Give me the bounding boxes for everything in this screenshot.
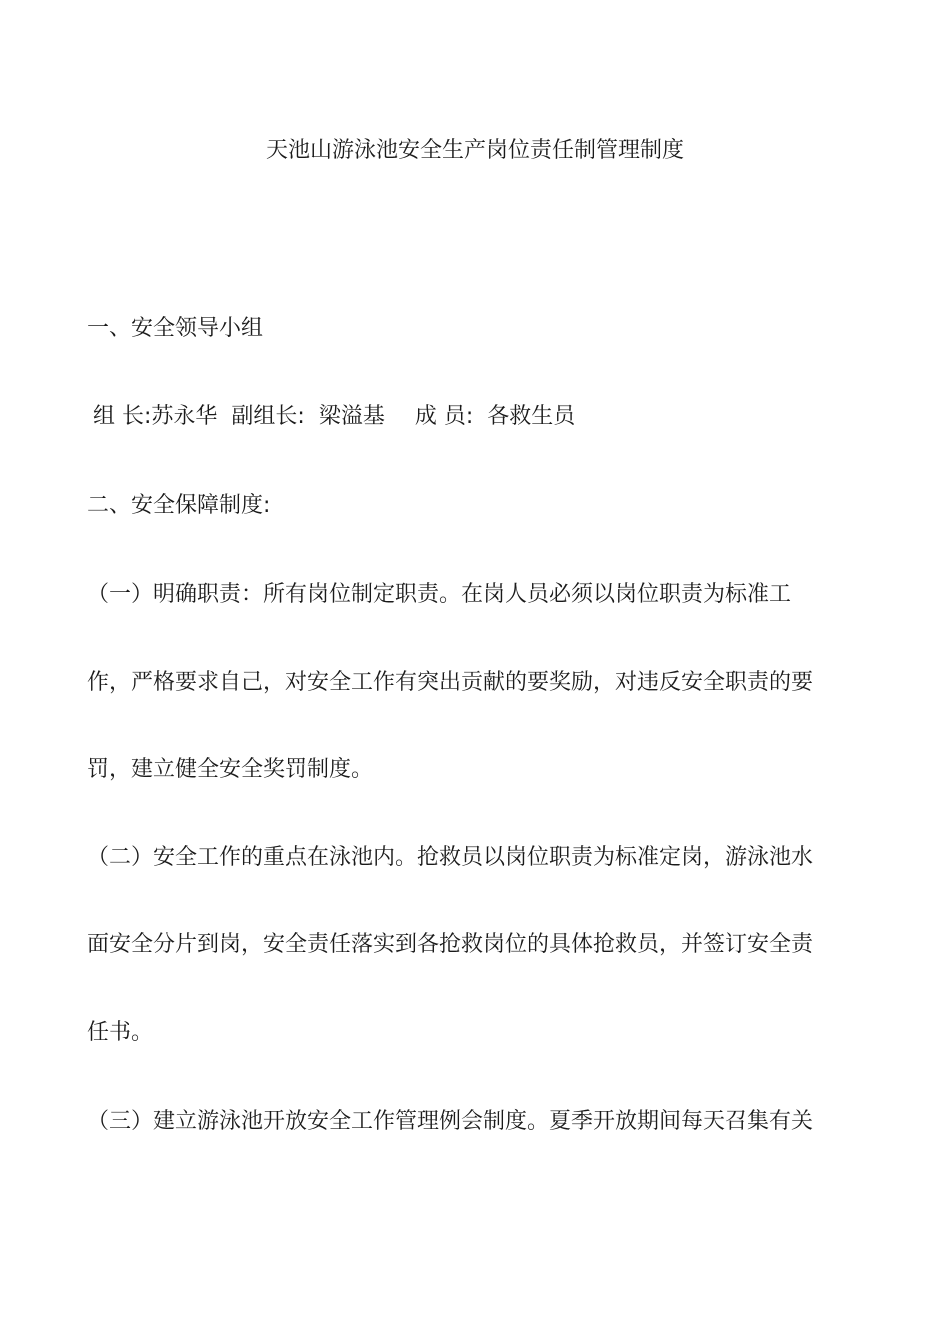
- paragraph-line: 面安全分片到岗，安全责任落实到各抢救岗位的具体抢救员，并签订安全责: [87, 932, 814, 957]
- deputy-label: 副组长:: [231, 404, 305, 429]
- paragraph-line: （二）安全工作的重点在泳池内。抢救员以岗位职责为标准定岗，游泳池水: [87, 845, 814, 870]
- paragraph-line: 作，严格要求自己，对安全工作有突出贡献的要奖励，对违反安全职责的要: [87, 670, 814, 695]
- section-heading-safety-system: 二、安全保障制度:: [87, 493, 271, 518]
- paragraph-line: 罚，建立健全安全奖罚制度。: [87, 757, 374, 782]
- member-label: 成 员:: [414, 404, 474, 429]
- deputy-name: 梁溢基: [318, 404, 385, 429]
- document-title: 天池山游泳池安全生产岗位责任制管理制度: [265, 138, 684, 163]
- leadership-members: [93, 400, 873, 434]
- section-heading-leadership: 一、安全领导小组: [87, 316, 264, 341]
- leader-label: 组 长:: [93, 404, 152, 429]
- leader-name: 苏永华: [151, 404, 218, 429]
- paragraph-line: （一）明确职责：所有岗位制定职责。在岗人员必须以岗位职责为标准工: [87, 582, 792, 607]
- paragraph-line: （三）建立游泳池开放安全工作管理例会制度。夏季开放期间每天召集有关: [87, 1109, 814, 1134]
- member-name: 各救生员: [487, 404, 576, 429]
- paragraph-line: 任书。: [87, 1020, 154, 1045]
